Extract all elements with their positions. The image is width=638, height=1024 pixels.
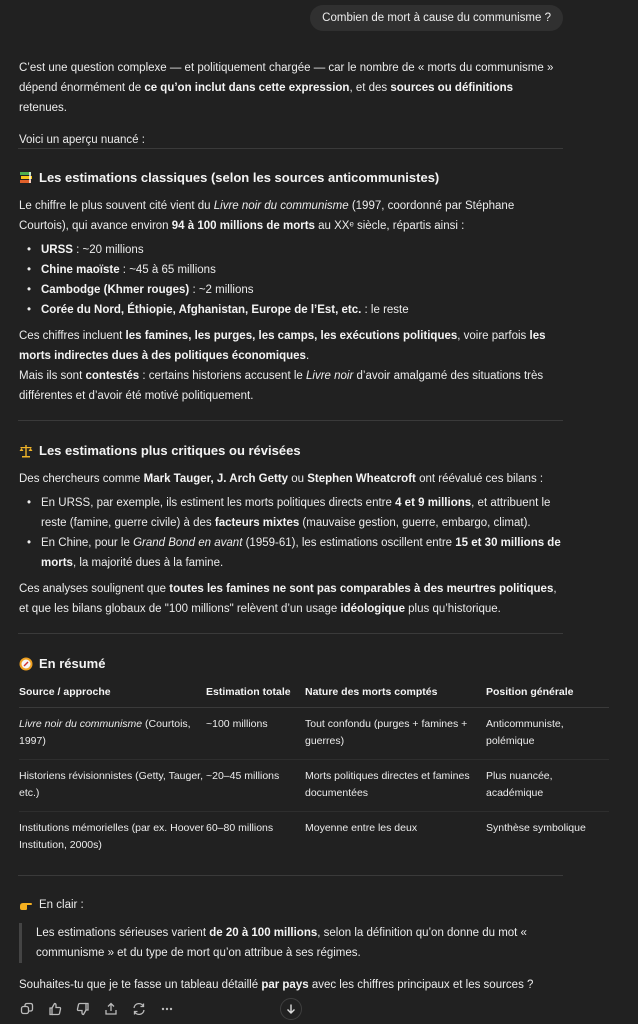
section-paragraph: Des chercheurs comme Mark Tauger, J. Arch Getty ou Stephen Wheatcroft ont réévalué ces bilans : <box>19 473 544 485</box>
message-actions <box>18 1000 176 1018</box>
section-paragraph: Le chiffre le plus souvent cité vient du Livre noir du communisme (1997, coordonné par Stéphane Courtois), qui avance environ 94 à 100 millions de morts au XXᵉ siècle, répartis ainsi : <box>19 200 515 232</box>
thumbs-down-button[interactable] <box>74 1000 92 1018</box>
more-icon <box>160 1002 174 1016</box>
thumbs-down-icon <box>76 1002 90 1016</box>
regenerate-icon <box>132 1002 146 1016</box>
intro-paragraph: C’est une question complexe — et politiquement chargée — car le nombre de « morts du communisme » dépend énormément de ce qu’on inclut dans cette expression, et des sources ou définitions retenues. <box>19 62 554 114</box>
share-button[interactable] <box>102 1000 120 1018</box>
share-icon <box>104 1002 118 1016</box>
table-header-row <box>19 680 609 708</box>
divider <box>18 875 563 876</box>
revised-list <box>19 493 564 573</box>
section-paragraph: Ces chiffres incluent les famines, les purges, les camps, les exécutions politiques, voire parfois les morts indirectes dues à des politiques économiques. <box>19 330 546 362</box>
conclusion-quote: Les estimations sérieuses varient de 20 à 100 millions, selon la définition qu’on donne du mot « communisme » et du type de mort qu’on attribue à ses régimes. <box>19 923 564 963</box>
user-message-bubble <box>310 5 563 31</box>
balance-scale-icon <box>19 444 33 458</box>
table-cell: Synthèse symbolique <box>486 822 586 834</box>
table-cell: Plus nuancée, académique <box>486 760 609 812</box>
table-cell: Moyenne entre les deux <box>305 822 418 834</box>
regenerate-button[interactable] <box>130 1000 148 1018</box>
table-header: Position générale <box>486 680 609 708</box>
intro-lead: Voici un aperçu nuancé : <box>19 134 145 146</box>
conclusion-label: En clair : <box>19 895 564 915</box>
list-item: • En URSS, par exemple, ils estiment les morts politiques directs entre 4 et 9 millions, et attribuent le reste (famine, guerre civile) à des facteurs mixtes (mauvaise gestion, guerre, embargo, climat). <box>41 493 564 533</box>
table-cell: Institutions mémorielles (par ex. Hoover Institution, 2000s) <box>19 822 204 851</box>
copy-icon <box>20 1002 34 1016</box>
table-header: Source / approche <box>19 680 206 708</box>
list-item: • URSS : ~20 millions <box>41 240 564 260</box>
pointing-hand-icon <box>19 898 33 912</box>
table-row <box>19 708 609 760</box>
thumbs-up-icon <box>48 1002 62 1016</box>
table-header: Estimation totale <box>206 680 305 708</box>
section-classic-estimates <box>19 168 564 406</box>
section-conclusion <box>19 895 564 995</box>
thumbs-up-button[interactable] <box>46 1000 64 1018</box>
user-message-text: Combien de mort à cause du communisme ? <box>322 12 551 24</box>
table-cell: Historiens révisionnistes (Getty, Tauger, etc.) <box>19 760 206 812</box>
table-cell: Morts politiques directes et famines documentées <box>305 760 486 812</box>
followup-question: Souhaites-tu que je te fasse un tableau détaillé par pays avec les chiffres principaux et les sources ? <box>19 979 534 991</box>
section-revised-estimates <box>19 441 564 619</box>
list-item: • Cambodge (Khmer rouges) : ~2 millions <box>41 280 564 300</box>
compass-icon <box>19 657 33 671</box>
table-cell: ~20–45 millions <box>206 760 305 812</box>
section-paragraph: Mais ils sont contestés : certains historiens accusent le Livre noir d’avoir amalgamé des situations très différentes et d’avoir été motivé politiquement. <box>19 370 544 402</box>
more-button[interactable] <box>158 1000 176 1018</box>
section-paragraph: Ces analyses soulignent que toutes les famines ne sont pas comparables à des meurtres politiques, et que les bilans globaux de "100 millions" relèvent d’un usage idéologique plus qu’historique. <box>19 583 557 615</box>
table-cell: Tout confondu (purges + famines + guerres) <box>305 708 486 760</box>
divider <box>18 420 563 421</box>
table-cell: Anticommuniste, polémique <box>486 708 609 760</box>
list-item: • Corée du Nord, Éthiopie, Afghanistan, Europe de l’Est, etc. : le reste <box>41 300 564 320</box>
table-row <box>19 760 609 812</box>
table-cell: ~100 millions <box>206 708 305 760</box>
list-item: • Chine maoïste : ~45 à 65 millions <box>41 260 564 280</box>
table-header: Nature des morts comptés <box>305 680 486 708</box>
intro-section <box>19 58 564 150</box>
divider <box>18 633 563 634</box>
copy-button[interactable] <box>18 1000 36 1018</box>
list-item: • En Chine, pour le Grand Bond en avant (1959-61), les estimations oscillent entre 15 et 30 millions de morts, la majorité dues à la famine. <box>41 533 564 573</box>
books-icon <box>19 171 33 185</box>
section-heading: En résumé <box>19 654 619 674</box>
section-heading: Les estimations plus critiques ou révisées <box>19 441 564 461</box>
table-cell: 60–80 millions <box>206 822 274 834</box>
table-row <box>19 812 609 864</box>
section-summary <box>19 654 619 863</box>
scroll-down-button[interactable] <box>280 998 302 1020</box>
summary-table <box>19 680 609 863</box>
arrow-down-icon <box>285 1003 297 1015</box>
divider <box>18 148 563 149</box>
section-heading: Les estimations classiques (selon les sources anticommunistes) <box>19 168 564 188</box>
table-cell: Livre noir du communisme (Courtois, 1997) <box>19 708 206 760</box>
estimates-list <box>19 240 564 320</box>
